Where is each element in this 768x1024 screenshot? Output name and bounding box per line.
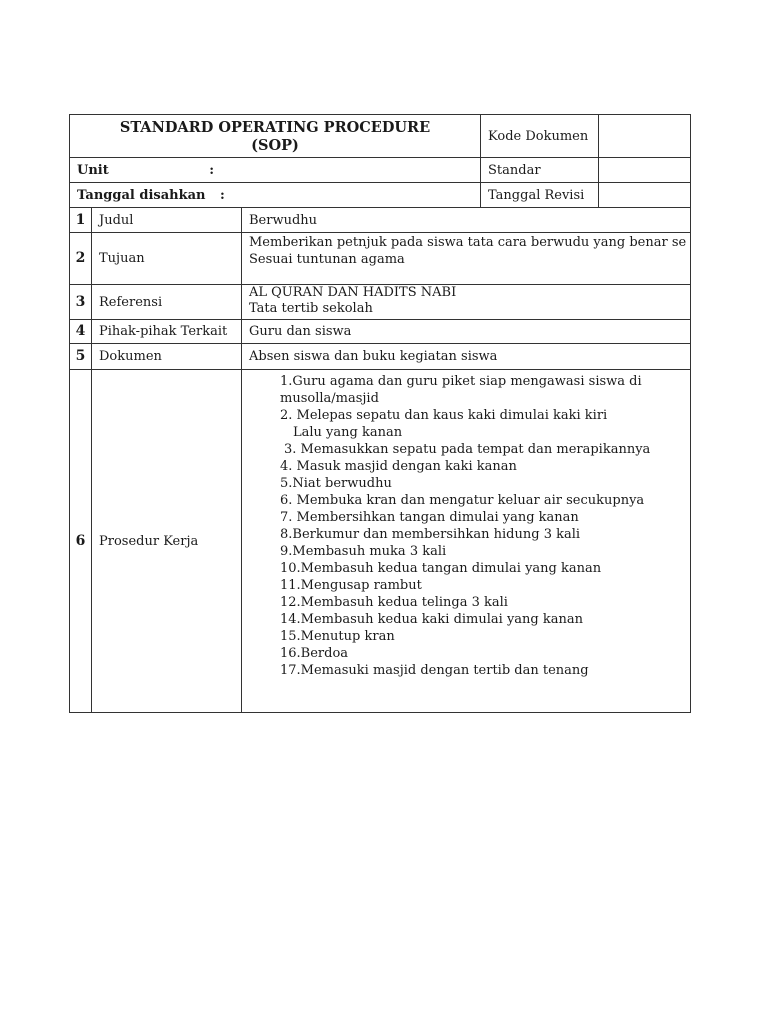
- row-number: 4: [70, 320, 92, 344]
- procedure-step: 6. Membuka kran dan mengatur keluar air secukupnya: [280, 493, 645, 508]
- procedure-step: 4. Masuk masjid dengan kaki kanan: [280, 459, 517, 474]
- unit-field: [70, 158, 481, 183]
- content-line: Berwudhu: [249, 212, 318, 228]
- tanggal-disahkan-colon: :: [220, 187, 225, 203]
- tanggal-disahkan-label: Tanggal disahkan: [77, 187, 206, 203]
- sop-table: [69, 114, 691, 713]
- standar-label: Standar: [481, 158, 599, 183]
- procedure-step: 15.Menutup kran: [280, 629, 395, 644]
- procedure-step: 1.Guru agama dan guru piket siap mengawasi siswa di: [280, 374, 642, 389]
- content-line: Sesuai tuntunan agama: [249, 252, 405, 267]
- tanggal-revisi-value: [599, 183, 691, 208]
- row-number: 2: [70, 233, 92, 285]
- procedure-step: 10.Membasuh kedua tangan dimulai yang kanan: [280, 561, 602, 576]
- row-content: [242, 285, 691, 320]
- content-line: Tata tertib sekolah: [249, 301, 373, 316]
- tanggal-row: [70, 183, 691, 208]
- tanggal-disahkan-field: [70, 183, 481, 208]
- title-line-2: (SOP): [251, 137, 299, 154]
- row-label: Judul: [92, 208, 242, 233]
- row-label: Prosedur Kerja: [92, 370, 242, 713]
- row-label: Dokumen: [92, 344, 242, 370]
- procedure-step: 7. Membersihkan tangan dimulai yang kanan: [280, 510, 579, 525]
- row-content: [242, 320, 691, 344]
- content-line: AL QURAN DAN HADITS NABI: [249, 285, 457, 300]
- procedure-step: 3. Memasukkan sepatu pada tempat dan merapikannya: [284, 442, 651, 457]
- row-content: [242, 208, 691, 233]
- row-content: [242, 344, 691, 370]
- table-row: [70, 285, 691, 320]
- kode-dokumen-value: [599, 115, 691, 158]
- standar-value: [599, 158, 691, 183]
- procedure-step: 8.Berkumur dan membersihkan hidung 3 kali: [280, 527, 581, 542]
- unit-label: Unit: [77, 162, 109, 178]
- row-label: Pihak-pihak Terkait: [92, 320, 242, 344]
- title-line-1: STANDARD OPERATING PROCEDURE: [119, 119, 431, 136]
- unit-colon: :: [209, 162, 215, 178]
- kode-dokumen-label: Kode Dokumen: [481, 115, 599, 158]
- procedure-steps: [242, 370, 691, 713]
- header-title-row: [70, 115, 691, 158]
- procedure-step: musolla/masjid: [280, 391, 379, 406]
- table-row: [70, 320, 691, 344]
- row-number: 1: [70, 208, 92, 233]
- row-label: Referensi: [92, 285, 242, 320]
- row-content: [242, 233, 691, 285]
- row-label: Tujuan: [92, 233, 242, 285]
- row-number: 3: [70, 285, 92, 320]
- table-row: [70, 344, 691, 370]
- procedure-step: 14.Membasuh kedua kaki dimulai yang kanan: [280, 612, 583, 627]
- procedure-step: 16.Berdoa: [280, 646, 349, 661]
- procedure-step: 11.Mengusap rambut: [280, 578, 422, 593]
- content-line: Memberikan petnjuk pada siswa tata cara berwudu yang benar se: [249, 235, 687, 250]
- row-number: 5: [70, 344, 92, 370]
- procedure-row: [70, 370, 691, 713]
- table-row: [70, 233, 691, 285]
- content-line: Guru dan siswa: [249, 324, 352, 339]
- row-number: 6: [70, 370, 92, 713]
- procedure-step: 9.Membasuh muka 3 kali: [280, 544, 447, 559]
- unit-row: [70, 158, 691, 183]
- procedure-step: 12.Membasuh kedua telinga 3 kali: [280, 595, 508, 610]
- tanggal-revisi-label: Tanggal Revisi: [481, 183, 599, 208]
- content-line: Absen siswa dan buku kegiatan siswa: [249, 349, 498, 364]
- procedure-step: 5.Niat berwudhu: [280, 476, 392, 491]
- table-row: [70, 208, 691, 233]
- document-title: [70, 115, 481, 158]
- sop-document: [69, 114, 690, 713]
- procedure-step: 17.Memasuki masjid dengan tertib dan tenang: [280, 663, 589, 678]
- procedure-step: Lalu yang kanan: [293, 425, 403, 440]
- procedure-step: 2. Melepas sepatu dan kaus kaki dimulai kaki kiri: [280, 408, 608, 423]
